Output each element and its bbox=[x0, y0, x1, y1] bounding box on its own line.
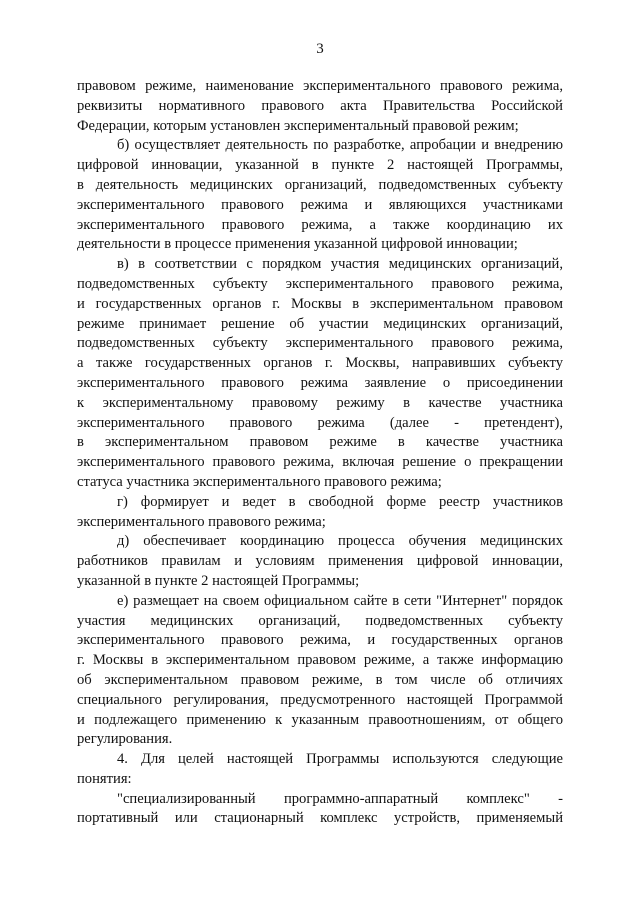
text-line: экспериментального правового режима, включая решение о прекращении bbox=[77, 454, 563, 471]
text-line: е) размещает на своем официальном сайте в сети "Интернет" порядок bbox=[117, 592, 563, 609]
text-line: б) осуществляет деятельность по разработке, апробации и внедрению bbox=[117, 137, 563, 154]
paragraph-item-v bbox=[77, 255, 563, 493]
document-body bbox=[77, 77, 563, 829]
text-line: участия медицинских организаций, подведомственных субъекту bbox=[77, 612, 563, 629]
paragraph-item-d bbox=[77, 532, 563, 591]
paragraph-section-4 bbox=[77, 750, 563, 790]
text-line: в экспериментальном правовом режиме в качестве участника bbox=[77, 434, 563, 451]
paragraph-definition bbox=[77, 790, 563, 830]
text-line: и подлежащего применению к указанным правоотношениям, от общего bbox=[77, 711, 563, 728]
text-line: работников правилам и условиям применения цифровой инновации, bbox=[77, 553, 563, 570]
text-line: правовом режиме, наименование экспериментального правового режима, bbox=[77, 78, 563, 94]
text-line: в) в соответствии с порядком участия медицинских организаций, bbox=[117, 256, 563, 273]
text-line: в деятельность медицинских организаций, подведомственных субъекту bbox=[77, 176, 563, 193]
text-line: режиме принимает решение об участии медицинских организаций, bbox=[77, 315, 563, 332]
text-line: экспериментального правового режима заявление о присоединении bbox=[77, 374, 563, 391]
text-line: к экспериментальному правовому режиму в качестве участника bbox=[77, 394, 563, 411]
text-line: статуса участника экспериментального правового режима; bbox=[77, 473, 442, 490]
text-line: указанной в пункте 2 настоящей Программы; bbox=[77, 572, 360, 589]
page-number: 3 bbox=[316, 41, 324, 57]
text-line: регулирования. bbox=[77, 731, 173, 748]
paragraph-item-b bbox=[77, 136, 563, 255]
text-line: деятельности в процессе применения указанной цифровой инновации; bbox=[77, 236, 518, 253]
text-line: об экспериментальном правовом режиме, в том числе об отличиях bbox=[77, 671, 563, 688]
text-line: специального регулирования, предусмотренного настоящей Программой bbox=[77, 691, 563, 708]
text-line: г) формирует и ведет в свободной форме реестр участников bbox=[117, 493, 563, 510]
text-line: экспериментального правового режима, и государственных органов bbox=[77, 632, 563, 649]
text-line: экспериментального правового режима (далее - претендент), bbox=[77, 414, 563, 431]
paragraph-continuation bbox=[77, 77, 563, 136]
text-line: г. Москвы в экспериментальном правовом режиме, а также информацию bbox=[77, 652, 563, 669]
text-line: 4. Для целей настоящей Программы используются следующие bbox=[117, 751, 563, 768]
text-line: подведомственных субъекту экспериментального правового режима, bbox=[77, 335, 563, 352]
text-line: Федерации, которым установлен экспериментальный правовой режим; bbox=[77, 117, 519, 134]
paragraph-item-e bbox=[77, 592, 563, 750]
text-line: экспериментального правового режима и являющихся участниками bbox=[77, 196, 563, 213]
text-line: и государственных органов г. Москвы в экспериментальном правовом bbox=[77, 295, 563, 312]
text-line: экспериментального правового режима; bbox=[77, 513, 326, 530]
paragraph-item-g bbox=[77, 493, 563, 533]
text-line: д) обеспечивает координацию процесса обучения медицинских bbox=[117, 533, 563, 550]
text-line: экспериментального правового режима, а также координацию их bbox=[77, 216, 563, 233]
text-line: подведомственных субъекту экспериментального правового режима, bbox=[77, 275, 563, 292]
text-line: "специализированный программно-аппаратный комплекс" - bbox=[117, 790, 563, 807]
text-line: понятия: bbox=[77, 770, 132, 787]
text-line: а также государственных органов г. Москвы, направивших субъекту bbox=[77, 355, 563, 372]
text-line: цифровой инновации, указанной в пункте 2 настоящей Программы, bbox=[77, 157, 563, 174]
text-line: реквизиты нормативного правового акта Правительства Российской bbox=[77, 97, 563, 114]
text-line: портативный или стационарный комплекс устройств, применяемый bbox=[77, 810, 563, 827]
